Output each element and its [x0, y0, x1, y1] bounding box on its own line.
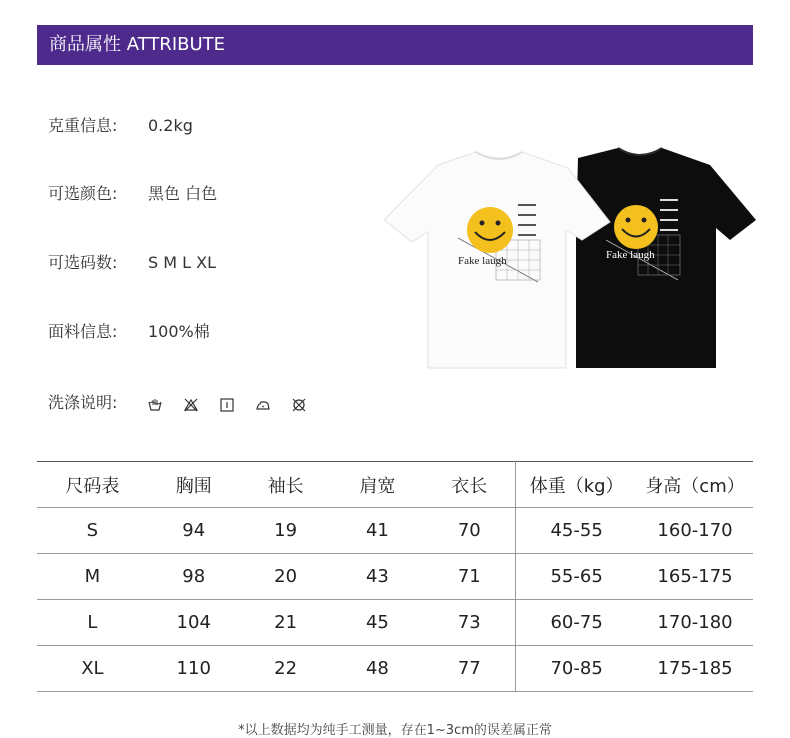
wash-icons	[148, 393, 323, 412]
shoulder-cell: 45	[332, 600, 424, 646]
measurement-note: *以上数据均为纯手工测量，存在1~3cm的误差属正常	[238, 723, 552, 738]
chest-cell: 110	[148, 646, 240, 692]
size-cell: XL	[37, 646, 148, 692]
attr-weight	[48, 113, 193, 136]
size-cell: M	[37, 554, 148, 600]
size-cell: L	[37, 600, 148, 646]
chest-cell: 98	[148, 554, 240, 600]
header-length: 衣长	[423, 462, 515, 508]
size-table	[37, 461, 753, 692]
tumble-dry-icon	[220, 397, 234, 411]
header-chest: 胸围	[148, 462, 240, 508]
sleeve-cell: 19	[240, 508, 332, 554]
length-cell: 70	[423, 508, 515, 554]
attr-colors	[48, 181, 217, 204]
weight-cell: 70-85	[516, 646, 637, 692]
table-row	[37, 646, 753, 692]
product-image	[378, 140, 763, 375]
attribute-header	[37, 25, 753, 65]
attr-sizes-label: 可选码数:	[48, 253, 118, 272]
table-row	[37, 554, 753, 600]
length-cell: 73	[423, 600, 515, 646]
attr-wash-label: 洗涤说明:	[48, 393, 118, 412]
table-row	[37, 508, 753, 554]
iron-low-icon	[256, 397, 270, 411]
height-cell: 165-175	[637, 554, 753, 600]
shoulder-cell: 41	[332, 508, 424, 554]
table-row	[37, 600, 753, 646]
attr-fabric-label: 面料信息:	[48, 322, 118, 341]
svg-text:Fake laugh: Fake laugh	[458, 255, 507, 267]
header-height: 身高（cm）	[637, 462, 753, 508]
weight-cell: 55-65	[516, 554, 637, 600]
attr-fabric	[48, 319, 210, 342]
length-cell: 77	[423, 646, 515, 692]
header-size: 尺码表	[37, 462, 148, 508]
length-cell: 71	[423, 554, 515, 600]
attr-colors-value: 黑色 白色	[148, 184, 218, 203]
shoulder-cell: 43	[332, 554, 424, 600]
svg-text:Fake laugh: Fake laugh	[606, 249, 655, 261]
sleeve-cell: 20	[240, 554, 332, 600]
attr-sizes-value: S M L XL	[148, 253, 217, 272]
attr-weight-value: 0.2kg	[148, 116, 193, 135]
sleeve-cell: 22	[240, 646, 332, 692]
weight-cell: 45-55	[516, 508, 637, 554]
chest-cell: 104	[148, 600, 240, 646]
weight-cell: 60-75	[516, 600, 637, 646]
black-tshirt	[576, 148, 756, 368]
attr-wash	[48, 390, 148, 413]
chest-cell: 94	[148, 508, 240, 554]
height-cell: 160-170	[637, 508, 753, 554]
attr-weight-label: 克重信息:	[48, 116, 118, 135]
hand-wash-icon	[148, 397, 162, 411]
header-weight: 体重（kg）	[516, 462, 637, 508]
size-table-header	[37, 462, 753, 508]
size-cell: S	[37, 508, 148, 554]
attr-sizes	[48, 250, 216, 273]
attr-colors-label: 可选颜色:	[48, 184, 118, 203]
no-bleach-icon	[184, 397, 198, 411]
height-cell: 170-180	[637, 600, 753, 646]
shoulder-cell: 48	[332, 646, 424, 692]
attribute-header-title: 商品属性 ATTRIBUTE	[49, 34, 226, 55]
header-shoulder: 肩宽	[332, 462, 424, 508]
header-sleeve: 袖长	[240, 462, 332, 508]
attr-fabric-value: 100%棉	[148, 322, 210, 341]
no-dry-clean-icon	[292, 397, 306, 411]
height-cell: 175-185	[637, 646, 753, 692]
sleeve-cell: 21	[240, 600, 332, 646]
